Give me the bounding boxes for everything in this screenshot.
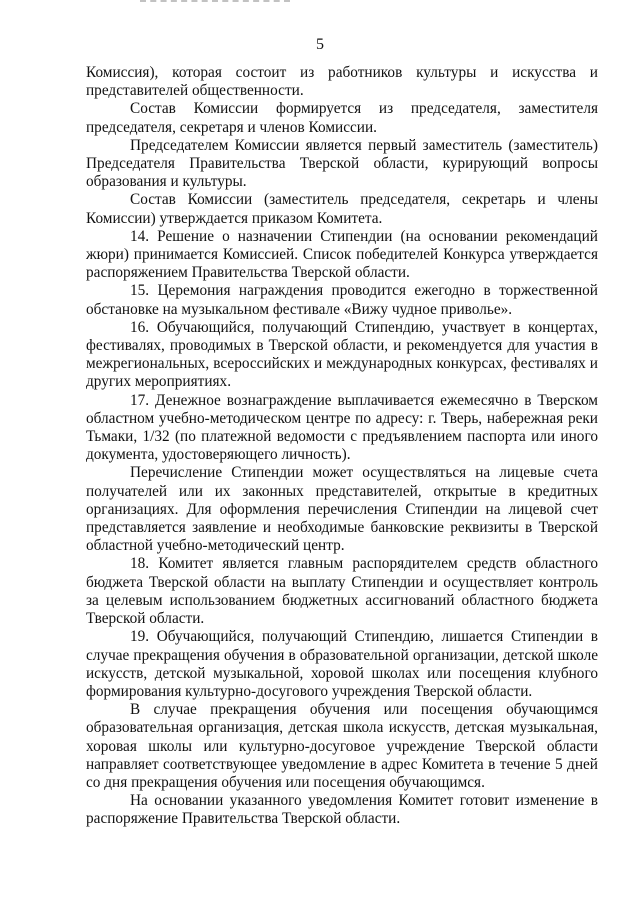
paragraph-clause-18: 18. Комитет является главным распорядителем средств областного бюджета Тверской области на выплату Стипендии и осуществляет контроль за целевым использованием бюджетных ассигнований областного бюджета Тверской области.: [86, 555, 598, 628]
paragraph-clause-17: 17. Денежное вознаграждение выплачивается ежемесячно в Тверском областном учебно-методическом центре по адресу: г. Тверь, набережная реки Тьмаки, 1/32 (по платежной ведомости с предъявлением паспорта или иного документа, удостоверяющего личность).: [86, 391, 598, 464]
paragraph-termination-notice: В случае прекращения обучения или посещения обучающимся образовательная организация, детская школа искусств, детская музыкальная, хоровая школы или культурно-досуговое учреждение Тверской области направляет соответствующее уведомление в адрес Комитета в течение 5 дней со дня прекращения обучения или посещения обучающимся.: [86, 701, 598, 791]
paragraph-order-change: На основании указанного уведомления Комитет готовит изменение в распоряжение Правительства Тверской области.: [86, 792, 598, 828]
paragraph-clause-19: 19. Обучающийся, получающий Стипендию, лишается Стипендии в случае прекращения обучения в образовательной организации, детской школе искусств, детской музыкальной, хоровой школах или посещения клубного формирования культурно-досугового учреждения Тверской области.: [86, 628, 598, 700]
page-number: 5: [316, 36, 324, 53]
scan-edge-mark: [140, 0, 290, 5]
paragraph-clause-14: 14. Решение о назначении Стипендии (на основании рекомендаций жюри) принимается Комиссией. Список победителей Конкурса утверждается распоряжением Правительства Тверской области.: [86, 227, 598, 282]
paragraph-continuation: Комиссия), которая состоит из работников культуры и искусства и представителей общественности.: [86, 64, 598, 100]
paragraph-clause-16: 16. Обучающийся, получающий Стипендию, участвует в концертах, фестивалях, проводимых в Тверской области, и рекомендуется для участия в межрегиональных, всероссийских и международных конкурсах, фестивалях и других мероприятиях.: [86, 318, 598, 391]
paragraph-commission-composition: Состав Комиссии формируется из председателя, заместителя председателя, секретаря и членов Комиссии.: [86, 100, 598, 136]
paragraph-clause-15: 15. Церемония награждения проводится ежегодно в торжественной обстановке на музыкальном фестивале «Вижу чудное приволье».: [86, 282, 598, 318]
paragraph-commission-approval: Состав Комиссии (заместитель председателя, секретарь и члены Комиссии) утверждается приказом Комитета.: [86, 191, 598, 227]
paragraph-transfer: Перечисление Стипендии может осуществляться на лицевые счета получателей или их законных представителей, открытые в кредитных организациях. Для оформления перечисления Стипендии на лицевой счет представляется заявление и необходимые банковские реквизиты в Тверской областной учебно-методический центр.: [86, 464, 598, 555]
document-body: [86, 64, 598, 829]
paragraph-commission-chair: Председателем Комиссии является первый заместитель (заместитель) Председателя Правительства Тверской области, курирующий вопросы образования и культуры.: [86, 136, 598, 191]
